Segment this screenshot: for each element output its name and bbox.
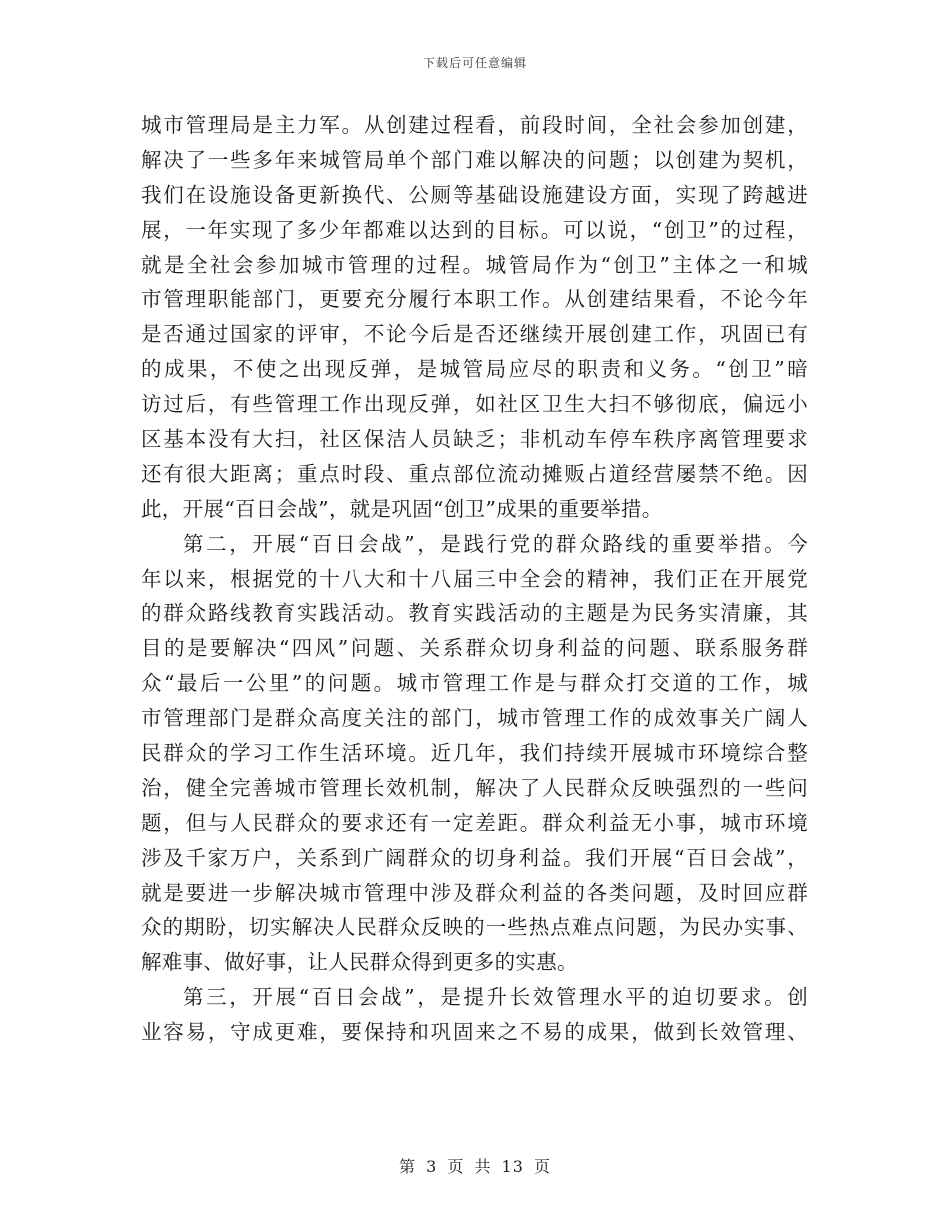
body-line: 还有很大距离；重点时段、重点部位流动摊贩占道经营屡禁不绝。因 bbox=[141, 461, 808, 486]
body-line: 众“最后一公里”的问题。城市管理工作是与群众打交道的工作，城 bbox=[141, 671, 808, 696]
body-line: 区基本没有大扫，社区保洁人员缺乏；非机动车停车秩序离管理要求 bbox=[141, 427, 808, 452]
body-line: 就是全社会参加城市管理的过程。城管局作为“创卫”主体之一和城 bbox=[141, 252, 808, 277]
page-number-footer: 第 3 页 共 13 页 bbox=[399, 1157, 551, 1176]
body-line: 涉及千家万户，关系到广阔群众的切身利益。我们开展“百日会战”， bbox=[141, 845, 808, 870]
body-line: 解决了一些多年来城管局单个部门难以解决的问题；以创建为契机， bbox=[141, 147, 808, 172]
document-body bbox=[141, 108, 808, 1050]
body-line: 民群众的学习工作生活环境。近几年，我们持续开展城市环境综合整 bbox=[141, 741, 808, 766]
body-line: 此，开展“百日会战”，就是巩固“创卫”成果的重要举措。 bbox=[141, 496, 663, 521]
body-line: 目的是要解决“四风”问题、关系群众切身利益的问题、联系服务群 bbox=[141, 636, 808, 661]
body-line: 我们在设施设备更新换代、公厕等基础设施建设方面，实现了跨越进 bbox=[141, 182, 808, 207]
body-line: 就是要进一步解决城市管理中涉及群众利益的各类问题，及时回应群 bbox=[141, 880, 808, 905]
body-line: 年以来，根据党的十八大和十八届三中全会的精神，我们正在开展党 bbox=[141, 566, 808, 591]
body-line: 是否通过国家的评审，不论今后是否还继续开展创建工作，巩固已有 bbox=[141, 322, 808, 347]
body-line: 业容易，守成更难，要保持和巩固来之不易的成果，做到长效管理、 bbox=[141, 1020, 808, 1045]
body-line: 题，但与人民群众的要求还有一定差距。群众利益无小事，城市环境 bbox=[141, 810, 808, 835]
body-line: 的群众路线教育实践活动。教育实践活动的主题是为民务实清廉，其 bbox=[141, 601, 808, 626]
page-header: 下载后可任意编辑 bbox=[422, 56, 527, 70]
body-line: 访过后，有些管理工作出现反弹，如社区卫生大扫不够彻底，偏远小 bbox=[141, 392, 808, 417]
body-line: 解难事、做好事，让人民群众得到更多的实惠。 bbox=[141, 950, 578, 975]
paragraph-start-line: 第二，开展“百日会战”，是践行党的群众路线的重要举措。今 bbox=[183, 531, 808, 556]
body-line: 的成果，不使之出现反弹，是城管局应尽的职责和义务。“创卫”暗 bbox=[141, 357, 808, 382]
body-line: 展，一年实现了多少年都难以达到的目标。可以说，“创卫”的过程， bbox=[141, 217, 808, 242]
body-line: 市管理部门是群众高度关注的部门，城市管理工作的成效事关广阔人 bbox=[141, 706, 808, 731]
body-line: 市管理职能部门，更要充分履行本职工作。从创建结果看，不论今年 bbox=[141, 287, 808, 312]
body-line: 众的期盼，切实解决人民群众反映的一些热点难点问题，为民办实事、 bbox=[141, 915, 808, 940]
body-line: 治，健全完善城市管理长效机制，解决了人民群众反映强烈的一些问 bbox=[141, 775, 808, 800]
body-line: 城市管理局是主力军。从创建过程看，前段时间，全社会参加创建， bbox=[141, 113, 808, 137]
paragraph-start-line: 第三，开展“百日会战”，是提升长效管理水平的迫切要求。创 bbox=[183, 985, 808, 1010]
